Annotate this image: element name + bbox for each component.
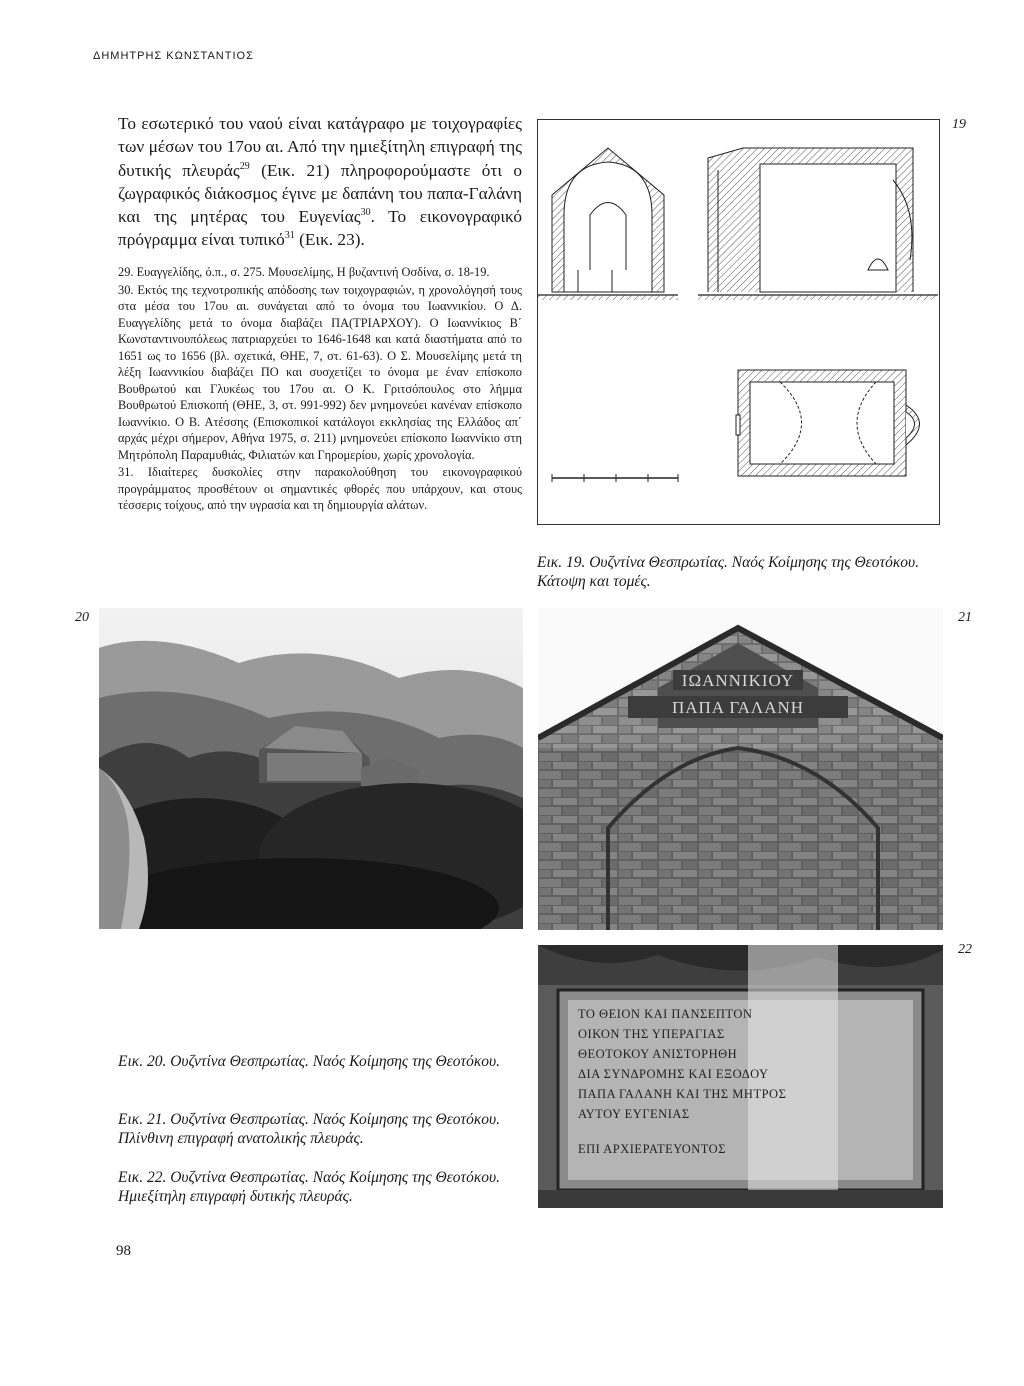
- brick-inscription-line-2: ΠΑΠΑ ΓΑΛΑΝΗ: [671, 698, 805, 717]
- running-head: ΔΗΜΗΤΡΗΣ ΚΩΝΣΤΑΝΤΙΟΣ: [93, 50, 254, 62]
- footnotes: [118, 264, 522, 515]
- figure-19-drawing: [537, 119, 940, 525]
- figure-22-caption: Εικ. 22. Ουζντίνα Θεσπρωτίας. Ναός Κοίμησης της Θεοτόκου. Ημιεξίτηλη επιγραφή δυτικής πλευράς.: [118, 1169, 501, 1205]
- plan-and-sections-drawing: [538, 120, 939, 524]
- landscape-photo: [99, 608, 523, 929]
- church-wall-photo: [538, 608, 943, 930]
- painted-inscription-line-6: ΑΥΤΟΥ ΕΥΓΕΝΙΑΣ: [578, 1107, 690, 1121]
- section-east: [698, 148, 938, 300]
- painted-inscription-line-3: ΘΕΟΤΟΚΟΥ ΑΝΙΣΤΟΡΗΘΗ: [578, 1047, 738, 1061]
- figure-20-caption: Εικ. 20. Ουζντίνα Θεσπρωτίας. Ναός Κοίμησης της Θεοτόκου.: [118, 1053, 501, 1070]
- figure-21-caption: Εικ. 21. Ουζντίνα Θεσπρωτίας. Ναός Κοίμησης της Θεοτόκου. Πλίνθινη επιγραφή ανατολικής πλευράς.: [118, 1111, 501, 1147]
- figure-20-photo: [99, 608, 523, 929]
- figure-20-number: 20: [75, 610, 89, 625]
- figure-19-number: 19: [952, 117, 966, 132]
- figure-22-photo: [538, 945, 943, 1208]
- figure-22-number: 22: [958, 942, 972, 957]
- scale-bar: [552, 474, 678, 482]
- footnote-ref-31[interactable]: 31: [284, 230, 295, 242]
- footnote-ref-29[interactable]: 29: [239, 160, 250, 172]
- painted-inscription-line-2: ΟΙΚΟΝ ΤΗΣ ΥΠΕΡΑΓΙΑΣ: [578, 1027, 725, 1041]
- footnote-30: 30. Εκτός της τεχνοτροπικής απόδοσης των τοιχογραφιών, η χρονολόγησή τους στα μέσα του 17ου αι. συνάγεται από το όνομα του Ιωαννικίου. Ο Δ. Ευαγγελίδης μετά το όνομα διαβάζει ΠΑ(ΤΡΙΑΡΧΟΥ). Ο Ιωαννίκιος Β΄ Κωνσταντινουπόλεως πατριαρχεύει το 1646-1648 και κατά διαστήματα από το 1651 ως το 1656 (βλ. σχετικά, ΘΗΕ, 7, στ. 61-63). Ο Σ. Μουσελίμης μετά τη λέξη Ιωαννικίου διαβάζει ΠΟ και συσχετίζει το όνομα με έναν επίσκοπο Βουθρωτού και Γλυκέως του 17ου αι. Ο Κ. Γριτσόπουλος στο λήμμα Βουθρωτού Επισκοπή (ΘΗΕ, 3, στ. 991-992) δεν μνημονεύει κανέναν επίσκοπο Ιωαννίκιο. Ο Β. Ατέσσης (Επισκοπικοί κατάλογοι εκκλησίας της Ελλάδος απ΄ αρχάς μέχρι σήμερον, Αθήνα 1975, σ. 211) μνημονεύει επίσκοπο Ιωαννίκιο στη Μητρόπολη Παραμυθιάς, Φιλιατών και Γηρομερίου, χωρίς χρονολογία.: [118, 282, 522, 462]
- painted-inscription-line-5: ΠΑΠΑ ΓΑΛΑΝΗ ΚΑΙ ΤΗΣ ΜΗΤΡΟΣ: [578, 1087, 787, 1101]
- painted-inscription-line-7: ΕΠΙ ΑΡΧΙΕΡΑΤΕΥΟΝΤΟΣ: [578, 1142, 726, 1156]
- painted-inscription-line-1: ΤΟ ΘΕΙΟΝ ΚΑΙ ΠΑΝΣΕΠΤΟΝ: [578, 1007, 753, 1021]
- figure-21-photo: [538, 608, 943, 930]
- longitudinal-section-west: [538, 148, 678, 300]
- footnote-ref-30[interactable]: 30: [360, 207, 371, 219]
- brick-inscription-line-1: ΙΩΑΝΝΙΚΙΟΥ: [681, 671, 795, 690]
- page-number: 98: [116, 1243, 131, 1259]
- footnote-29: 29. Ευαγγελίδης, ό.π., σ. 275. Μουσελίμης, Η βυζαντινή Οσδίνα, σ. 18-19.: [118, 265, 490, 279]
- painted-inscription-line-4: ΔΙΑ ΣΥΝΔΡΟΜΗΣ ΚΑΙ ΕΞΟΔΟΥ: [578, 1067, 769, 1081]
- fresco-inscription-photo: [538, 945, 943, 1208]
- footnote-31: 31. Ιδιαίτερες δυσκολίες στην παρακολούθηση του εικονογραφικού προγράμματος προσθέτουν οι σημαντικές φθορές που υπάρχουν, και στους τέσσερις τοίχους, από την υγρασία και τη δημιουργία αλάτων.: [118, 465, 522, 512]
- figure-19-caption: Εικ. 19. Ουζντίνα Θεσπρωτίας. Ναός Κοίμησης της Θεοτόκου. Κάτοψη και τομές.: [537, 554, 920, 590]
- figure-21-number: 21: [958, 610, 972, 625]
- ground-plan: [736, 370, 920, 476]
- main-text: Το εσωτερικό του ναού είναι κατάγραφο με τοιχογραφίες των μέσων του 17ου αι. Από την ημιεξίτηλη επιγραφή της δυτικής πλευράς$^{29}$ (Εικ. 21) πληροφορούμαστε ότι ο ζωγραφικός διάκοσμος έγινε με δαπάνη του παπα-Γαλάνη και της μητέρας του Ευγενίας$^{30}$. Το εικονογραφικό πρόγραμμα είναι τυπικό$^{31}$ (Εικ. 23).: [118, 114, 523, 250]
